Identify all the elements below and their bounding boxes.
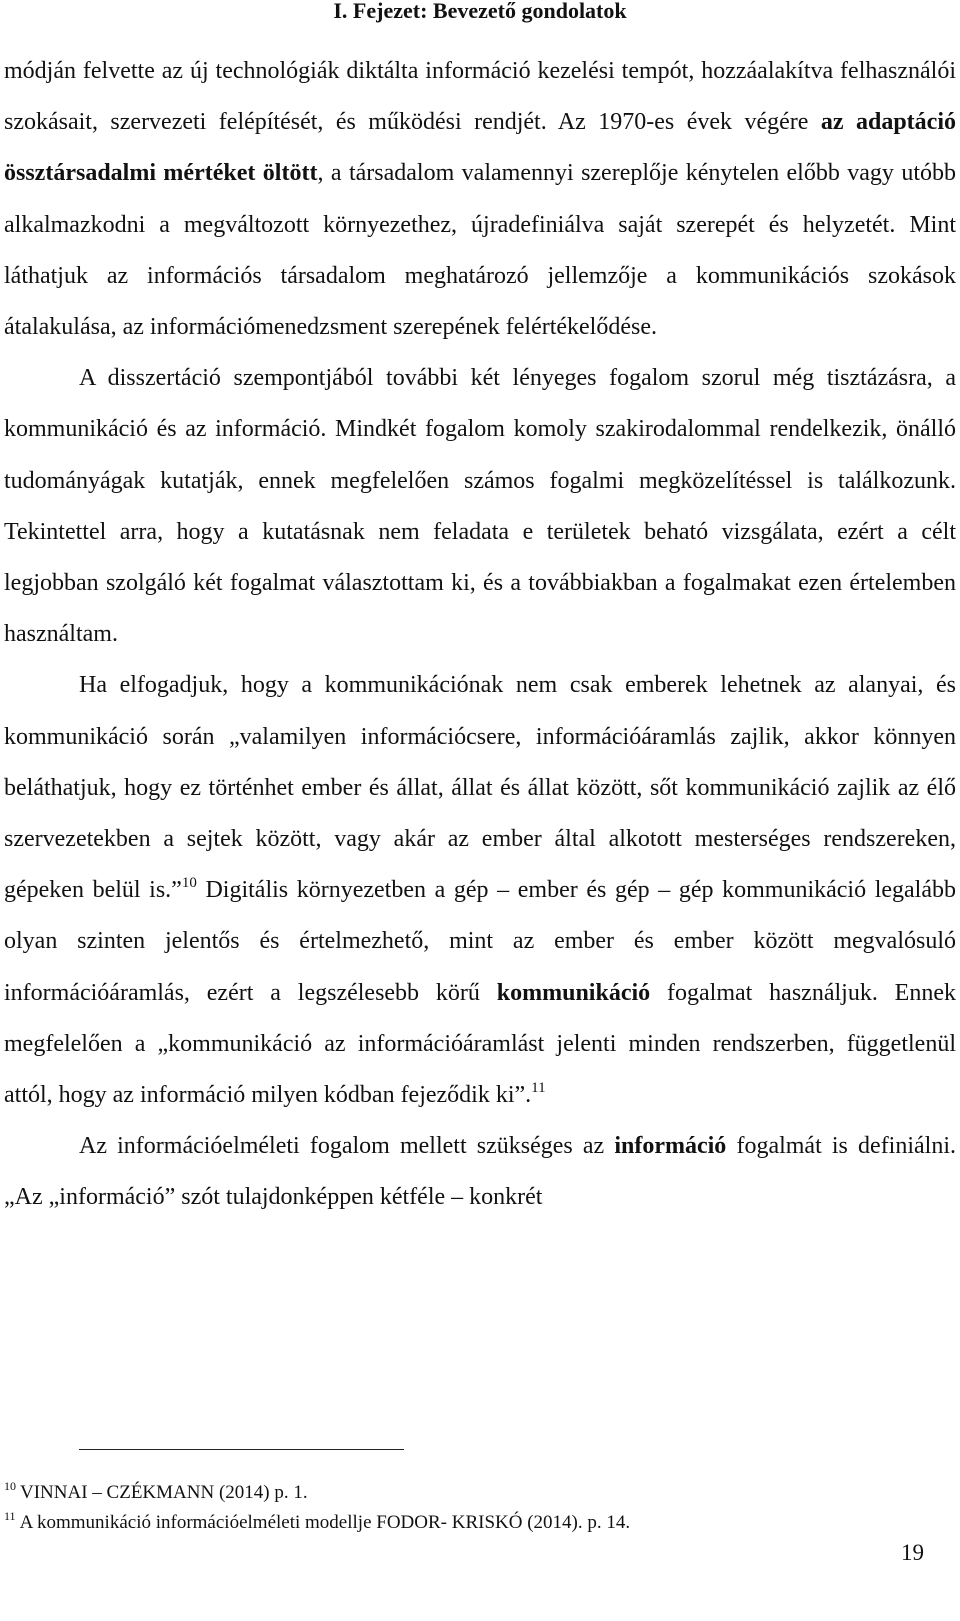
paragraph-4	[4, 1121, 956, 1223]
paragraph-4-bold-term: információ	[614, 1133, 727, 1160]
paragraph-3-text-c: fogalmat használjuk. Ennek megfelelően a „kommunikáció az információáramlást jelenti minden rendszerben, függetlenül attól, hogy az információ milyen kódban fejeződik ki”.	[4, 979, 956, 1109]
paragraph-3-text-a: Ha elfogadjuk, hogy a kommunikációnak nem csak emberek lehetnek az alanyai, és kommunikáció során „valamilyen információcsere, információáramlás zajlik, akkor könnyen beláthatjuk, hogy ez történhet ember és állat, állat és állat között, sőt kommunikáció zajlik az élő szervezetekben a sejtek között, vagy akár az ember által alkotott mesterséges rendszereken, gépeken belül is.”	[4, 672, 956, 904]
paragraph-3-text-b: Digitális környezetben a gép – ember és gép – gép kommunikáció legalább olyan szinten jelentős és értelmezhető, mint az ember és ember között megvalósuló információáramlás, ezért a legszélesebb körű	[4, 877, 956, 1006]
footnote-text: VINNAI – CZÉKMANN (2014) p. 1.	[20, 1482, 308, 1503]
footnote-separator	[79, 1449, 404, 1450]
running-header: I. Fejezet: Bevezető gondolatok	[333, 0, 627, 23]
footnote-text: A kommunikáció információelméleti modellje FODOR- KRISKÓ (2014). p. 14.	[19, 1512, 631, 1533]
paragraph-1-bold-phrase: az adaptáció össztársadalmi mértéket öltött	[4, 109, 956, 187]
footnote-number: 10	[4, 1479, 16, 1493]
footnote-number: 11	[4, 1509, 16, 1523]
footnote-10	[4, 1478, 934, 1508]
footnotes	[4, 1478, 934, 1538]
page-number: 19	[901, 1540, 924, 1565]
paragraph-3	[4, 660, 956, 1121]
paragraph-3-bold-term: kommunikáció	[496, 979, 651, 1006]
paragraph-1-text-a: módján felvette az új technológiák diktálta információ kezelési tempót, hozzáalakítva felhasználói szokásait, szervezeti felépítését, és működési rendjét. Az 1970-es évek végére	[4, 58, 956, 136]
paragraph-1-text-b: , a társadalom valamennyi szereplője kénytelen előbb vagy utóbb alkalmazkodni a megváltozott környezethez, újradefiniálva saját szerepét és helyzetét. Mint láthatjuk az információs társadalom meghatározó jellemzője a kommunikációs szokások átalakulása, az információmenedzsment szerepének felértékelődése.	[4, 160, 956, 341]
footnote-11	[4, 1508, 934, 1538]
paragraph-4-text-b: fogalmát is definiálni. „Az „információ” szót tulajdonképpen kétféle – konkrét	[4, 1133, 957, 1211]
footnote-ref-10[interactable]: 10	[181, 875, 197, 892]
paragraph-2: A disszertáció szempontjából további két lényeges fogalom szorul még tisztázásra, a kommunikáció és az információ. Mindkét fogalom komoly szakirodalommal rendelkezik, önálló tudományágak kutatják, ennek megfelelően számos fogalmi megközelítéssel is találkozunk. Tekintettel arra, hogy a kutatásnak nem feladata e területek beható vizsgálata, ezért a célt legjobban szolgáló két fogalmat választottam ki, és a továbbiakban a fogalmakat ezen értelemben használtam.	[4, 365, 956, 648]
body-text	[4, 46, 956, 1224]
footnote-ref-11[interactable]: 11	[531, 1080, 546, 1097]
paragraph-4-text-a: Az információelméleti fogalom mellett szükséges az	[79, 1133, 615, 1160]
paragraph-1	[4, 46, 956, 353]
